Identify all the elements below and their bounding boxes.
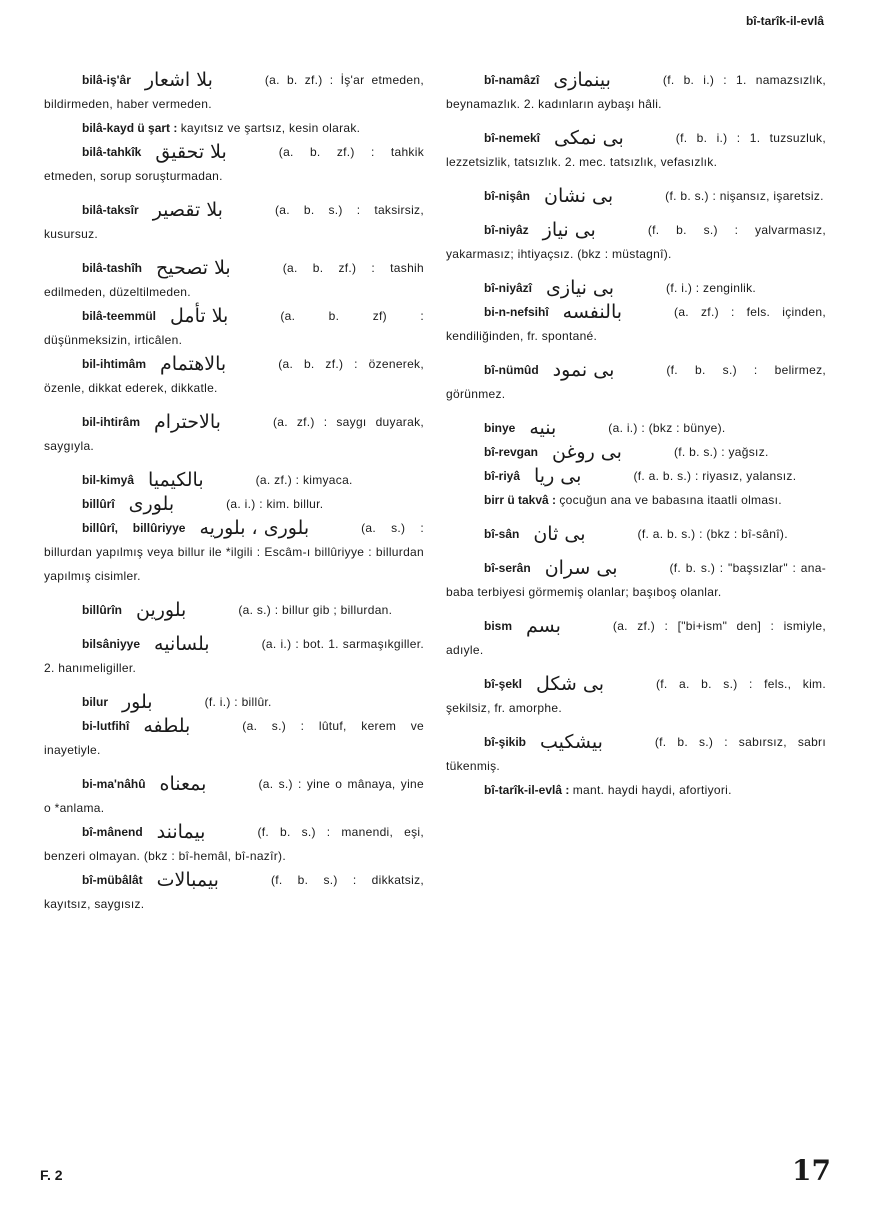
dictionary-entry: [44, 256, 424, 304]
entry-ottoman-script: بنيه: [529, 417, 557, 439]
entry-headword: bi-ma'nâhû: [82, 777, 146, 791]
dictionary-entry: [44, 304, 424, 352]
dictionary-entry: [44, 352, 424, 400]
entry-headword: bilâ-tashîh: [82, 261, 143, 275]
entry-definition: (a. b. s.) : taksirsiz, kusursuz.: [44, 203, 424, 241]
entry-ottoman-script: بى نياز: [542, 219, 596, 241]
entry-definition: (f. b. s.) : yalvarmasız, yakarmasız; ihtiyaçsız. (bkz : müstagnî).: [446, 223, 826, 261]
entry-definition: çocuğun ana ve babasına itaatli olması.: [559, 493, 782, 507]
entry-definition: (f. b. s.) : dikkatsiz, kayıtsız, saygısız.: [44, 873, 424, 911]
dictionary-entry: [446, 416, 826, 440]
dictionary-entry: [446, 126, 826, 174]
entry-definition: (a. s.) : billurdan yapılmış veya billur ile *ilgili : Escâm-ı billûriyye : billurdan yapılmış cisimler.: [44, 521, 424, 583]
entry-headword: bî-revgan: [484, 445, 539, 459]
dictionary-entry: [44, 140, 424, 188]
entry-definition: (a. i.) : kim. billur.: [226, 497, 324, 511]
entry-headword: bilâ-teemmül: [82, 309, 157, 323]
dictionary-entry: [446, 218, 826, 266]
entry-headword: birr ü takvâ :: [484, 493, 557, 507]
entry-definition: (f. b. s.) : "başsızlar" : ana-baba terbiyesi görmemiş olanlar; başıboş olanlar.: [446, 561, 826, 599]
dictionary-entry: [446, 184, 826, 208]
left-column: [44, 68, 424, 916]
entry-headword: bî-riyâ: [484, 469, 521, 483]
entry-definition: (a. b. zf.) : tahkik etmeden, sorup soruşturmadan.: [44, 145, 424, 183]
entry-ottoman-script: بينمازى: [553, 69, 611, 91]
entry-ottoman-script: بالنفسه: [562, 301, 623, 323]
dictionary-entry: [446, 276, 826, 300]
entry-definition: (f. i.) : zenginlik.: [666, 281, 757, 295]
dictionary-entry: [446, 488, 826, 512]
entry-definition: (a. s.) : lûtuf, kerem ve inayetiyle.: [44, 719, 424, 757]
entry-ottoman-script: بمعناه: [159, 773, 207, 795]
entry-ottoman-script: بلا تصحيح: [156, 257, 231, 279]
entry-ottoman-script: بى ثان: [533, 523, 586, 545]
entry-definition: (f. i.) : billûr.: [204, 695, 272, 709]
entry-headword: bî-şikib: [484, 735, 527, 749]
entry-definition: (f. b. s.) : yağsız.: [673, 445, 769, 459]
entry-definition: (f. a. b. s.) : (bkz : bî-sânî).: [637, 527, 788, 541]
entry-headword: bî-tarîk-il-evlâ :: [484, 783, 570, 797]
entry-ottoman-script: بيمانند: [156, 821, 206, 843]
dictionary-entry: [44, 68, 424, 116]
entry-ottoman-script: بلورين: [136, 599, 187, 621]
entry-definition: (a. zf.) : kimyaca.: [255, 473, 353, 487]
dictionary-entry: [44, 690, 424, 714]
entry-ottoman-script: بى روغن: [552, 441, 622, 463]
dictionary-entry: [446, 778, 826, 802]
entry-headword: bî-niyâz: [484, 223, 529, 237]
dictionary-entry: [446, 300, 826, 348]
dictionary-entry: [44, 820, 424, 868]
entry-headword: bism: [484, 619, 513, 633]
dictionary-entry: [44, 116, 424, 140]
entry-headword: bil-ihtimâm: [82, 357, 147, 371]
entry-definition: (f. b. s.) : manendi, eşi, benzeri olmayan. (bkz : bî-hemâl, bî-nazîr).: [44, 825, 424, 863]
entry-headword: bî-namâzî: [484, 73, 540, 87]
dictionary-entry: [44, 410, 424, 458]
entry-ottoman-script: بلورى: [128, 493, 175, 515]
entry-ottoman-script: بلا تحقيق: [155, 141, 227, 163]
entry-definition: (a. i.) : (bkz : bünye).: [608, 421, 726, 435]
entry-definition: (f. b. s.) : sabırsız, sabrı tükenmiş.: [446, 735, 826, 773]
right-column: [446, 68, 826, 802]
entry-headword: bi-n-nefsihî: [484, 305, 549, 319]
entry-ottoman-script: بى نمود: [552, 359, 615, 381]
entry-definition: (a. s.) : yine o mânaya, yine o *anlama.: [44, 777, 424, 815]
dictionary-entry: [446, 556, 826, 604]
dictionary-entry: [446, 68, 826, 116]
entry-headword: bî-mübâlât: [82, 873, 143, 887]
entry-headword: bilâ-kayd ü şart :: [82, 121, 178, 135]
signature-mark: F. 2: [40, 1167, 63, 1183]
entry-headword: bî-mânend: [82, 825, 143, 839]
entry-definition: (a. b. zf.) : özenerek, özenle, dikkat ederek, dikkatle.: [44, 357, 424, 395]
entry-ottoman-script: بيمبالات: [156, 869, 219, 891]
entry-ottoman-script: بى نشان: [544, 185, 614, 207]
entry-headword: billûrî, billûriyye: [82, 521, 186, 535]
entry-definition: (f. b. i.) : 1. tuzsuzluk, lezzetsizlik, tatsızlık. 2. mec. tatsızlık, vefasızlık.: [446, 131, 826, 169]
entry-headword: bî-nişân: [484, 189, 531, 203]
entry-definition: (a. zf.) : saygı duyarak, saygıyla.: [44, 415, 424, 453]
entry-headword: bil-ihtirâm: [82, 415, 141, 429]
entry-definition: (a. b. zf) : düşünmeksizin, irticâlen.: [44, 309, 424, 347]
dictionary-entry: [44, 516, 424, 588]
entry-headword: bî-serân: [484, 561, 531, 575]
dictionary-entry: [446, 730, 826, 778]
dictionary-entry: [44, 632, 424, 680]
entry-ottoman-script: بلورى ، بلوريه: [199, 517, 310, 539]
entry-ottoman-script: بلور: [122, 691, 153, 713]
dictionary-entry: [44, 198, 424, 246]
entry-definition: (f. a. b. s.) : fels., kim. şekilsiz, fr. amorphe.: [446, 677, 826, 715]
entry-ottoman-script: بلا تقصير: [152, 199, 223, 221]
entry-ottoman-script: بى نمكى: [554, 127, 624, 149]
entry-headword: bilur: [82, 695, 108, 709]
entry-definition: (f. a. b. s.) : riyasız, yalansız.: [633, 469, 797, 483]
entry-definition: (a. s.) : billur gib ; billurdan.: [238, 603, 393, 617]
entry-headword: bî-niyâzî: [484, 281, 533, 295]
entry-headword: bilâ-tahkîk: [82, 145, 142, 159]
entry-ottoman-script: بسم: [526, 615, 561, 637]
entry-ottoman-script: بى شكل: [536, 673, 604, 695]
page-number: 17: [792, 1154, 831, 1187]
dictionary-entry: [446, 464, 826, 488]
entry-definition: (f. b. s.) : belirmez, görünmez.: [446, 363, 826, 401]
entry-headword: bi-lutfihî: [82, 719, 130, 733]
dictionary-entry: [44, 598, 424, 622]
entry-headword: bil-kimyâ: [82, 473, 135, 487]
entry-ottoman-script: بالاحترام: [154, 411, 221, 433]
dictionary-entry: [44, 714, 424, 762]
entry-ottoman-script: بلا اشعار: [144, 69, 213, 91]
entry-definition: kayıtsız ve şartsız, kesin olarak.: [180, 121, 361, 135]
entry-headword: bî-sân: [484, 527, 520, 541]
dictionary-entry: [446, 440, 826, 464]
entry-headword: bilsâniyye: [82, 637, 141, 651]
dictionary-entry: [446, 358, 826, 406]
entry-definition: (a. b. zf.) : İş'ar etmeden, bildirmeden, haber vermeden.: [44, 73, 424, 111]
entry-definition: (a. i.) : bot. 1. sarmaşıkgiller. 2. hanımeligiller.: [44, 637, 424, 675]
entry-headword: binye: [484, 421, 516, 435]
running-head: bî-tarîk-il-evlâ: [745, 14, 824, 28]
dictionary-entry: [44, 468, 424, 492]
entry-ottoman-script: بى ريا: [534, 465, 582, 487]
entry-headword: bilâ-taksîr: [82, 203, 139, 217]
dictionary-entry: [446, 672, 826, 720]
entry-ottoman-script: بلا تأمل: [170, 305, 229, 327]
entry-ottoman-script: بى نيازى: [546, 277, 615, 299]
entry-ottoman-script: بلسانيه: [154, 633, 210, 655]
dictionary-entry: [44, 492, 424, 516]
dictionary-entry: [446, 522, 826, 546]
entry-headword: billûrî: [82, 497, 115, 511]
entry-definition: (a. zf.) : fels. içinden, kendiliğinden, fr. spontané.: [446, 305, 826, 343]
entry-definition: (f. b. s.) : nişansız, işaretsiz.: [665, 189, 824, 203]
entry-headword: bî-nümûd: [484, 363, 539, 377]
entry-definition: (a. b. zf.) : tashih edilmeden, düzeltilmeden.: [44, 261, 424, 299]
entry-headword: bî-şekl: [484, 677, 523, 691]
entry-ottoman-script: بيشكيب: [540, 731, 603, 753]
entry-ottoman-script: بلطفه: [143, 715, 191, 737]
dictionary-entry: [44, 868, 424, 916]
entry-ottoman-script: بالكيميا: [148, 469, 204, 491]
entry-headword: bî-nemekî: [484, 131, 541, 145]
dictionary-entry: [44, 772, 424, 820]
entry-headword: billûrîn: [82, 603, 122, 617]
entry-ottoman-script: بالاهتمام: [160, 353, 227, 375]
entry-definition: (a. zf.) : ["bi+ism" den] : ismiyle, adıyle.: [446, 619, 826, 657]
entry-definition: mant. haydi haydi, afortiyori.: [572, 783, 732, 797]
dictionary-entry: [446, 614, 826, 662]
entry-headword: bilâ-iş'âr: [82, 73, 131, 87]
entry-definition: (f. b. i.) : 1. namazsızlık, beynamazlık. 2. kadınların aybaşı hâli.: [446, 73, 826, 111]
entry-ottoman-script: بى سران: [544, 557, 618, 579]
